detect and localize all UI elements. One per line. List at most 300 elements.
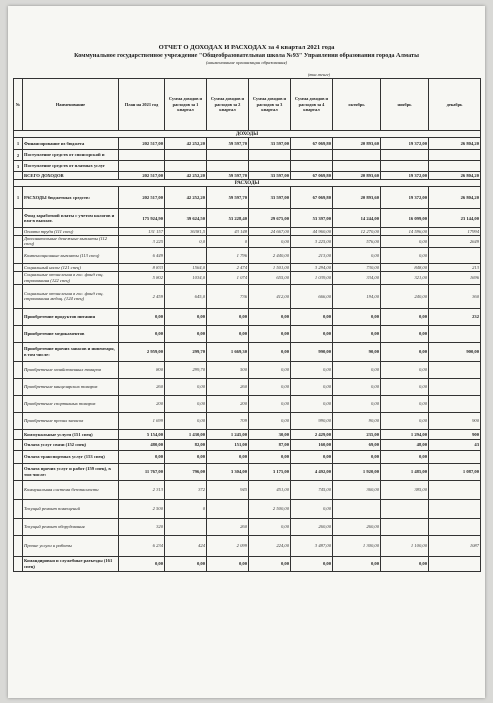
row-value: 69,00 bbox=[333, 439, 381, 450]
row-value: 385,00 bbox=[381, 480, 429, 499]
row-number bbox=[14, 172, 23, 180]
table-row bbox=[14, 172, 481, 180]
col-nov: ноябрь bbox=[381, 79, 429, 131]
row-number bbox=[14, 450, 23, 463]
table-header-row bbox=[14, 79, 481, 131]
row-value: 945 bbox=[207, 480, 249, 499]
row-value: 200 bbox=[207, 395, 249, 412]
row-value: 0,00 bbox=[291, 450, 333, 463]
row-value: 0,00 bbox=[333, 378, 381, 395]
row-label: Прочие услуги и работы bbox=[23, 535, 119, 556]
row-value: 48,00 bbox=[381, 439, 429, 450]
row-value: 745,00 bbox=[291, 480, 333, 499]
row-value: 43 148 bbox=[207, 228, 249, 236]
row-value bbox=[429, 480, 481, 499]
table-row bbox=[14, 247, 481, 263]
row-value: 2 500,00 bbox=[249, 499, 291, 518]
row-value: 3 487,00 bbox=[291, 535, 333, 556]
row-number bbox=[14, 429, 23, 439]
row-value: 0,00 bbox=[381, 361, 429, 378]
row-value: 160,00 bbox=[291, 439, 333, 450]
row-value: 0,00 bbox=[381, 556, 429, 571]
row-value: 5 802 bbox=[119, 271, 165, 284]
row-value: 451,00 bbox=[249, 480, 291, 499]
row-value: 3 225 bbox=[119, 236, 165, 248]
row-label: Оплата услуг связи (152 спец) bbox=[23, 439, 119, 450]
row-value: 900 bbox=[429, 412, 481, 429]
row-value: 1 796 bbox=[207, 247, 249, 263]
row-value: 39 624,50 bbox=[165, 209, 207, 228]
row-value: 0,00 bbox=[381, 247, 429, 263]
row-value: 0,00 bbox=[381, 236, 429, 248]
row-value: 44 960,00 bbox=[291, 228, 333, 236]
table-row bbox=[14, 535, 481, 556]
row-value: 0,00 bbox=[119, 556, 165, 571]
row-value: 23 144,00 bbox=[429, 209, 481, 228]
row-value: 1 430,00 bbox=[165, 429, 207, 439]
table-row bbox=[14, 138, 481, 150]
row-value: 26 804,20 bbox=[429, 172, 481, 180]
table-row bbox=[14, 378, 481, 395]
row-value: 0,00 bbox=[165, 378, 207, 395]
row-value bbox=[165, 247, 207, 263]
row-value: 16 099,00 bbox=[381, 209, 429, 228]
row-number bbox=[14, 236, 23, 248]
row-value bbox=[119, 161, 165, 172]
row-value: 0,00 bbox=[333, 450, 381, 463]
row-label: Приобретение спортивных товаров bbox=[23, 395, 119, 412]
row-value: 3 304,00 bbox=[207, 463, 249, 480]
row-value: 26 804,20 bbox=[429, 138, 481, 150]
row-value: 500 bbox=[207, 361, 249, 378]
row-value: 709 bbox=[207, 412, 249, 429]
row-value: 299,70 bbox=[165, 361, 207, 378]
row-value: 0,00 bbox=[249, 325, 291, 342]
row-value: 6 234 bbox=[119, 535, 165, 556]
row-value: 736 bbox=[207, 284, 249, 308]
row-value: 990,00 bbox=[291, 342, 333, 361]
row-value: 0,00 bbox=[381, 450, 429, 463]
row-value: 0,00 bbox=[333, 556, 381, 571]
row-value: 2 429,00 bbox=[291, 429, 333, 439]
row-value: 424 bbox=[165, 535, 207, 556]
row-value: 3 294,00 bbox=[291, 263, 333, 271]
row-value: 67 069,80 bbox=[291, 187, 333, 209]
row-label: ВСЕГО ДОХОДОВ bbox=[23, 172, 119, 180]
row-label: Коммунальная система безопасности bbox=[23, 480, 119, 499]
row-value bbox=[429, 450, 481, 463]
row-value: 1 294,00 bbox=[381, 429, 429, 439]
row-number bbox=[14, 395, 23, 412]
row-number bbox=[14, 308, 23, 325]
row-number bbox=[14, 463, 23, 480]
row-value: 202 517,00 bbox=[119, 172, 165, 180]
row-label: Поступление средств от платных услуг bbox=[23, 161, 119, 172]
row-label: РАСХОДЫ бюджетных средств: bbox=[23, 187, 119, 209]
row-value: 202 517,00 bbox=[119, 138, 165, 150]
row-label: Коммунальные услуги (151 спец) bbox=[23, 429, 119, 439]
row-value bbox=[429, 150, 481, 161]
row-label: Оплата прочих услуг и работ (159 спец), в том числе: bbox=[23, 463, 119, 480]
row-value: 0,00 bbox=[333, 395, 381, 412]
row-value bbox=[429, 247, 481, 263]
row-value bbox=[381, 518, 429, 535]
table-row bbox=[14, 480, 481, 499]
table-row bbox=[14, 161, 481, 172]
row-label: Фонд заработной платы с учетом налогов и взн-в выплат. bbox=[23, 209, 119, 228]
row-value: 360,00 bbox=[333, 480, 381, 499]
row-number: 3 bbox=[14, 161, 23, 172]
row-value bbox=[165, 161, 207, 172]
row-number bbox=[14, 284, 23, 308]
table-row bbox=[14, 150, 481, 161]
col-q2: Сумма доходов и расходов за 2 квартал bbox=[207, 79, 249, 131]
row-value bbox=[429, 378, 481, 395]
row-value: 0,00 bbox=[249, 378, 291, 395]
row-value: 213,00 bbox=[291, 247, 333, 263]
row-value bbox=[249, 161, 291, 172]
row-value: 1696 bbox=[429, 271, 481, 284]
row-value: 0,00 bbox=[333, 361, 381, 378]
row-value: 1 087,00 bbox=[429, 463, 481, 480]
row-value: 900 bbox=[429, 429, 481, 439]
row-value: 1034,0 bbox=[165, 271, 207, 284]
units-note: (тыс.тенге) bbox=[308, 72, 331, 77]
row-value: 260 bbox=[119, 378, 165, 395]
row-label: Оплата транспортных услуг (153 спец) bbox=[23, 450, 119, 463]
row-value: 0,00 bbox=[381, 412, 429, 429]
row-value: 1 501,00 bbox=[249, 263, 291, 271]
row-number bbox=[14, 361, 23, 378]
row-value: 0,00 bbox=[291, 378, 333, 395]
row-value: 19 372,00 bbox=[381, 172, 429, 180]
row-value bbox=[207, 150, 249, 161]
row-value: 43 bbox=[429, 439, 481, 450]
row-value bbox=[429, 395, 481, 412]
row-value: 0,00 bbox=[165, 450, 207, 463]
row-value: 240,00 bbox=[381, 284, 429, 308]
row-value: 42 252,20 bbox=[165, 138, 207, 150]
col-dec: декабрь bbox=[429, 79, 481, 131]
row-value: 360 bbox=[429, 284, 481, 308]
report-sheet bbox=[8, 6, 485, 698]
row-value: 14 596,00 bbox=[381, 228, 429, 236]
row-value: 1 074 bbox=[207, 271, 249, 284]
row-number: 1 bbox=[14, 187, 23, 209]
row-value: 2 474 bbox=[207, 263, 249, 271]
table-row bbox=[14, 236, 481, 248]
row-number bbox=[14, 209, 23, 228]
table-row bbox=[14, 361, 481, 378]
row-value: 200 bbox=[119, 395, 165, 412]
row-value: 0,0 bbox=[165, 236, 207, 248]
table-row bbox=[14, 556, 481, 571]
row-value: 1 300,00 bbox=[333, 535, 381, 556]
row-value: 42 252,20 bbox=[165, 187, 207, 209]
organization-name: Коммунальное государственное учреждение "Общеобразовательная школа №93" Управления образования города Алматы bbox=[74, 52, 419, 59]
row-value: 0,00 bbox=[165, 325, 207, 342]
organization-note: (наименование организации образования) bbox=[205, 60, 288, 65]
table-row bbox=[14, 308, 481, 325]
row-value: 2 099 bbox=[207, 535, 249, 556]
row-number bbox=[14, 247, 23, 263]
row-value: 990,00 bbox=[291, 412, 333, 429]
row-number bbox=[14, 342, 23, 361]
row-value: 321,00 bbox=[381, 271, 429, 284]
row-value bbox=[381, 161, 429, 172]
row-value: 260,00 bbox=[333, 518, 381, 535]
row-value: 20 893,60 bbox=[333, 172, 381, 180]
row-value: 730,00 bbox=[333, 263, 381, 271]
row-value: 372 bbox=[165, 480, 207, 499]
col-q1: Сумма доходов и расходов за 1 квартал bbox=[165, 79, 207, 131]
row-value bbox=[429, 499, 481, 518]
section-income: ДОХОДЫ bbox=[14, 131, 481, 138]
section-expenses: РАСХОДЫ bbox=[14, 180, 481, 187]
row-value: 19 372,00 bbox=[381, 138, 429, 150]
row-label: Приобретение продуктов питания bbox=[23, 308, 119, 325]
row-value: 848,00 bbox=[381, 263, 429, 271]
row-value: 0,00 bbox=[381, 342, 429, 361]
row-value: 36381,5 bbox=[165, 228, 207, 236]
col-plan: План на 2021 год bbox=[119, 79, 165, 131]
row-value: 0,00 bbox=[165, 308, 207, 325]
row-number bbox=[14, 263, 23, 271]
row-value bbox=[429, 161, 481, 172]
row-value: 666,00 bbox=[291, 284, 333, 308]
row-value bbox=[207, 499, 249, 518]
row-value bbox=[249, 150, 291, 161]
report-table bbox=[13, 78, 481, 572]
table-row bbox=[14, 450, 481, 463]
row-value: 2 459 bbox=[119, 284, 165, 308]
row-value: 26 804,20 bbox=[429, 187, 481, 209]
row-label: Дополнительные денежные выплаты (112 спец) bbox=[23, 236, 119, 248]
table-row bbox=[14, 228, 481, 236]
row-value: 5 154,00 bbox=[119, 429, 165, 439]
col-no: № bbox=[14, 79, 23, 131]
row-value: 2 959,00 bbox=[119, 342, 165, 361]
row-value: 1 485,00 bbox=[381, 463, 429, 480]
row-value: 0,00 bbox=[165, 395, 207, 412]
row-value bbox=[429, 556, 481, 571]
row-value bbox=[429, 518, 481, 535]
row-label: Текущий ремонт помещений bbox=[23, 499, 119, 518]
table-row bbox=[14, 429, 481, 439]
row-value: 59 597,70 bbox=[207, 187, 249, 209]
table-row bbox=[14, 325, 481, 342]
row-value: 0 bbox=[165, 499, 207, 518]
row-value: 11 767,00 bbox=[119, 463, 165, 480]
table-row bbox=[14, 439, 481, 450]
row-value: 0,00 bbox=[207, 308, 249, 325]
row-value: 796,00 bbox=[165, 463, 207, 480]
table-row bbox=[14, 499, 481, 518]
row-value: 260 bbox=[207, 378, 249, 395]
row-value: 33 597,00 bbox=[249, 138, 291, 150]
row-value bbox=[291, 150, 333, 161]
row-value: 1 100,00 bbox=[381, 535, 429, 556]
row-label: Компенсационные выплаты (113 спец) bbox=[23, 247, 119, 263]
row-value: 90,00 bbox=[333, 342, 381, 361]
row-number bbox=[14, 535, 23, 556]
row-label: Финансирование из бюджета bbox=[23, 138, 119, 150]
table-row bbox=[14, 342, 481, 361]
row-value: 20 893,60 bbox=[333, 187, 381, 209]
row-value: 0,00 bbox=[119, 325, 165, 342]
row-value: 42 252,20 bbox=[165, 172, 207, 180]
row-value: 2649 bbox=[429, 236, 481, 248]
table-row bbox=[14, 463, 481, 480]
row-value: 1564,0 bbox=[165, 263, 207, 271]
row-value: 202 517,00 bbox=[119, 187, 165, 209]
row-value: 0,00 bbox=[381, 308, 429, 325]
row-value: 299,70 bbox=[165, 342, 207, 361]
row-value: 0,00 bbox=[291, 556, 333, 571]
row-value: 19 372,00 bbox=[381, 187, 429, 209]
table-row bbox=[14, 412, 481, 429]
table-row bbox=[14, 395, 481, 412]
row-value bbox=[165, 150, 207, 161]
row-value bbox=[429, 325, 481, 342]
row-value: 59 597,70 bbox=[207, 138, 249, 150]
row-value: 1087 bbox=[429, 535, 481, 556]
row-value: 0,00 bbox=[119, 450, 165, 463]
row-value: 0,00 bbox=[119, 308, 165, 325]
row-number bbox=[14, 271, 23, 284]
row-value: 260,00 bbox=[291, 518, 333, 535]
row-value bbox=[291, 161, 333, 172]
row-value: 334,00 bbox=[333, 271, 381, 284]
row-number bbox=[14, 556, 23, 571]
report-title: ОТЧЕТ О ДОХОДАХ И РАСХОДАХ за 4 квартал 2021 года bbox=[158, 44, 335, 51]
row-value: 24 667,00 bbox=[249, 228, 291, 236]
row-value: 90,00 bbox=[333, 412, 381, 429]
row-value: 1 245,00 bbox=[207, 429, 249, 439]
row-value: 900,00 bbox=[429, 342, 481, 361]
row-value: 67 069,80 bbox=[291, 138, 333, 150]
row-value: 0,00 bbox=[249, 518, 291, 535]
row-value: 576,00 bbox=[333, 236, 381, 248]
row-value: 33 597,00 bbox=[249, 187, 291, 209]
row-value: 0,00 bbox=[207, 450, 249, 463]
table-row bbox=[14, 284, 481, 308]
row-value: 0,00 bbox=[165, 556, 207, 571]
row-value: 0,00 bbox=[207, 325, 249, 342]
row-label: Социальные отчисления в гос. фонд соц. страхования медиц. (124 спец) bbox=[23, 284, 119, 308]
col-name: Наименование bbox=[23, 79, 119, 131]
row-value: 0,00 bbox=[333, 325, 381, 342]
col-q4: Сумма доходов и расходов за 4 квартал bbox=[291, 79, 333, 131]
row-number: 2 bbox=[14, 150, 23, 161]
table-row bbox=[14, 209, 481, 228]
row-value: 87,00 bbox=[249, 439, 291, 450]
row-value: 3 175,00 bbox=[249, 463, 291, 480]
row-value: 0,00 bbox=[249, 395, 291, 412]
row-label: Текущий ремонт оборудования bbox=[23, 518, 119, 535]
row-value bbox=[333, 150, 381, 161]
row-value: 0,00 bbox=[249, 342, 291, 361]
row-label: Приобретение канцелярских товаров bbox=[23, 378, 119, 395]
row-value: 0,00 bbox=[249, 556, 291, 571]
row-label: Приобретение хозяйственных товаров bbox=[23, 361, 119, 378]
row-value: 17994 bbox=[429, 228, 481, 236]
row-value: 0,00 bbox=[291, 499, 333, 518]
row-number bbox=[14, 378, 23, 395]
row-value: 0,00 bbox=[291, 325, 333, 342]
row-value bbox=[119, 150, 165, 161]
row-label: Оплата труда (111 спец) bbox=[23, 228, 119, 236]
row-value: 6 449 bbox=[119, 247, 165, 263]
row-value: 0,00 bbox=[291, 361, 333, 378]
row-value: 0,00 bbox=[249, 361, 291, 378]
row-value: 1 920,00 bbox=[333, 463, 381, 480]
row-value: 0,00 bbox=[207, 556, 249, 571]
col-oct: октябрь bbox=[333, 79, 381, 131]
row-value bbox=[333, 161, 381, 172]
row-value: 1 039,00 bbox=[291, 271, 333, 284]
row-value: 175 924,90 bbox=[119, 209, 165, 228]
row-value: 67 069,80 bbox=[291, 172, 333, 180]
row-value: 800 bbox=[119, 361, 165, 378]
row-number bbox=[14, 228, 23, 236]
row-value bbox=[333, 499, 381, 518]
row-label: Приобретение прочих запасов bbox=[23, 412, 119, 429]
row-value: 1 669,30 bbox=[207, 342, 249, 361]
row-value: 14 244,00 bbox=[333, 209, 381, 228]
row-value bbox=[165, 518, 207, 535]
row-value: 0,00 bbox=[381, 395, 429, 412]
row-number: 1 bbox=[14, 138, 23, 150]
row-value: 151,00 bbox=[207, 439, 249, 450]
row-value bbox=[381, 150, 429, 161]
row-value: 12 270,00 bbox=[333, 228, 381, 236]
row-label: Командировки и служебные разъезды (161 спец) bbox=[23, 556, 119, 571]
row-value: 0,00 bbox=[291, 308, 333, 325]
row-value: 412,00 bbox=[249, 284, 291, 308]
row-value: 0,00 bbox=[249, 450, 291, 463]
row-value: 33 597,00 bbox=[249, 172, 291, 180]
row-value: 0,00 bbox=[381, 325, 429, 342]
row-label: Социальные отчисления в гос. фонд соц. страхования (122 спец) bbox=[23, 271, 119, 284]
row-number bbox=[14, 412, 23, 429]
row-value: 194,00 bbox=[333, 284, 381, 308]
table-row bbox=[14, 271, 481, 284]
row-value: 2 500 bbox=[119, 499, 165, 518]
row-value: 0,00 bbox=[165, 412, 207, 429]
row-value: 224,00 bbox=[249, 535, 291, 556]
row-value: 260 bbox=[207, 518, 249, 535]
row-value: 0,00 bbox=[249, 412, 291, 429]
row-value: 232 bbox=[429, 308, 481, 325]
row-value: 53 228,40 bbox=[207, 209, 249, 228]
row-value: 0,00 bbox=[291, 395, 333, 412]
row-value: 29 675,00 bbox=[249, 209, 291, 228]
row-number bbox=[14, 480, 23, 499]
row-value: 131 157 bbox=[119, 228, 165, 236]
row-value: 0,00 bbox=[381, 378, 429, 395]
row-number bbox=[14, 518, 23, 535]
row-number bbox=[14, 325, 23, 342]
row-value: 82,00 bbox=[165, 439, 207, 450]
row-value: 213 bbox=[429, 263, 481, 271]
row-label: Приобретение прочих запасов и инвентаря, в том числе: bbox=[23, 342, 119, 361]
row-value: 20 893,60 bbox=[333, 138, 381, 150]
row-value: 0,00 bbox=[249, 236, 291, 248]
row-value: 8 833 bbox=[119, 263, 165, 271]
row-value: 0,00 bbox=[333, 308, 381, 325]
row-value: 235,00 bbox=[333, 429, 381, 439]
